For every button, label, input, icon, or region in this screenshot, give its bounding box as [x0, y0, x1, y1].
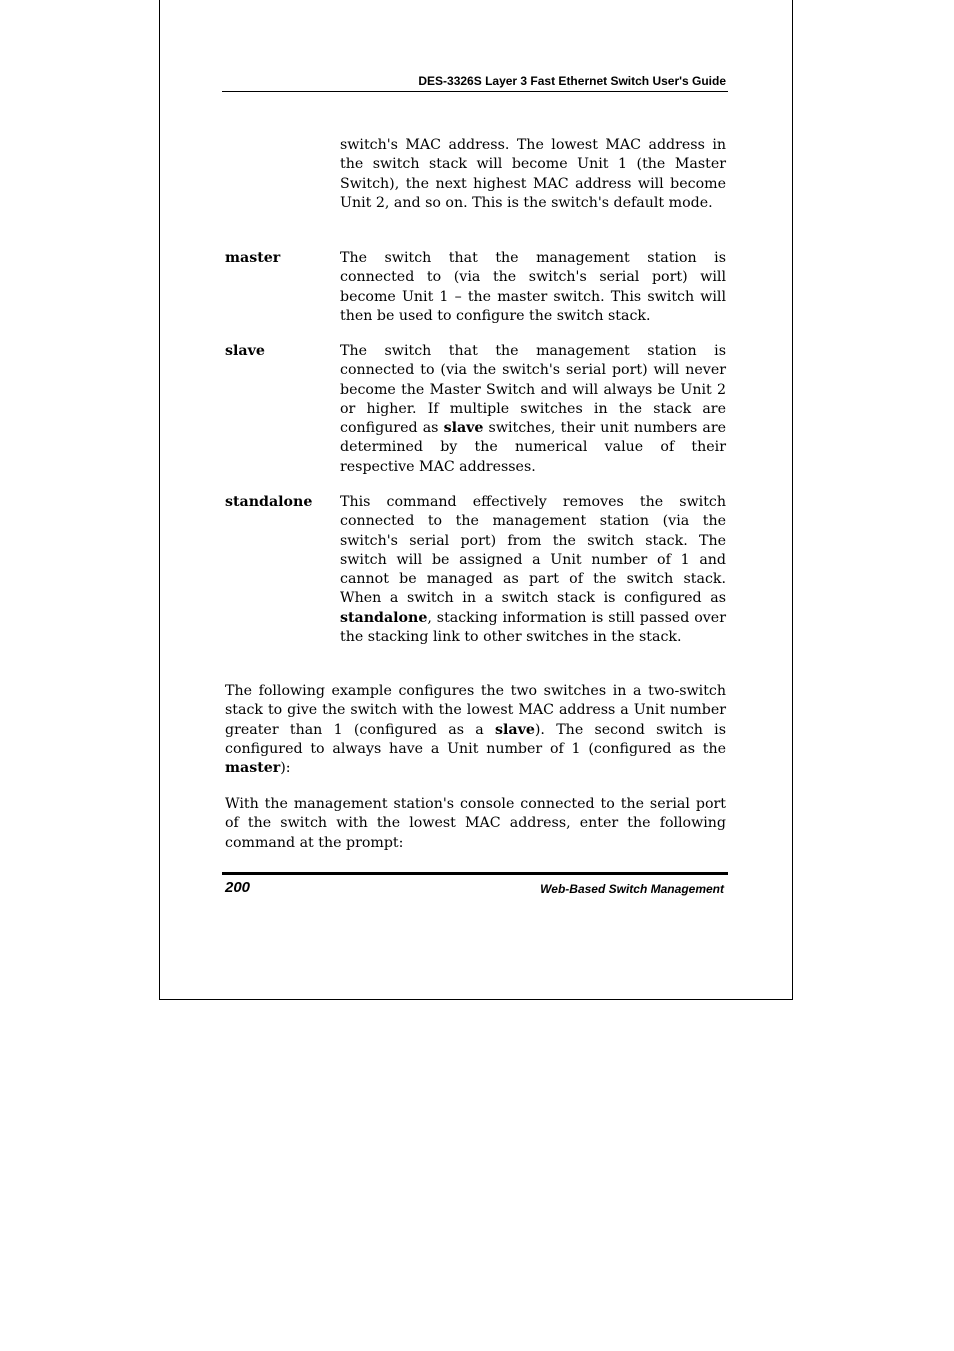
term-slave: slave	[225, 343, 265, 359]
running-footer: Web-Based Switch Management	[540, 882, 724, 896]
definition-master: The switch that the management station is connected to (via the switch's serial port) will become Unit 1 – the master switch. This switch will then be used to configure the switch stack.	[340, 250, 726, 324]
example-paragraph: The following example configures the two switches in a two-switch stack to give the switch with the lowest MAC address a Unit number greater than 1 (configured as a slave). The second switch is configured to always have a Unit number of 1 (configured as the master):	[225, 683, 727, 777]
running-header: DES-3326S Layer 3 Fast Ethernet Switch User's Guide	[418, 74, 726, 88]
bold-slave: slave	[443, 420, 484, 437]
definition-standalone: This command effectively removes the switch connected to the management station (via the switch's serial port) from the switch stack. The switch will be assigned a Unit number of 1 and cannot be managed as part of the switch stack. When a switch in a switch stack is configured as standalone, stacking information is still passed over the stacking link to other switches in the stack.	[340, 494, 726, 646]
term-master: master	[225, 250, 281, 266]
page-number: 200	[225, 879, 251, 896]
bold-master-ref: master	[225, 760, 281, 777]
definition-slave: The switch that the management station is connected to (via the switch's serial port) will never become the Master Switch and will always be Unit 2 or higher. If multiple switches in the stack are configured as slave switches, their unit numbers are determined by the numerical value of their respective MAC addresses.	[340, 343, 726, 475]
header-rule	[222, 91, 728, 92]
intro-paragraph: switch's MAC address. The lowest MAC address in the switch stack will become Unit 1 (the Master Switch), the next highest MAC address will become Unit 2, and so on. This is the switch's default mode.	[340, 137, 726, 211]
footer-rule	[222, 872, 728, 875]
term-standalone: standalone	[225, 494, 313, 510]
bold-standalone: standalone	[340, 609, 428, 626]
bold-slave-ref: slave	[495, 721, 535, 738]
instruction-paragraph: With the management station's console connected to the serial port of the switch with the lowest MAC address, enter the following command at the prompt:	[225, 796, 726, 851]
